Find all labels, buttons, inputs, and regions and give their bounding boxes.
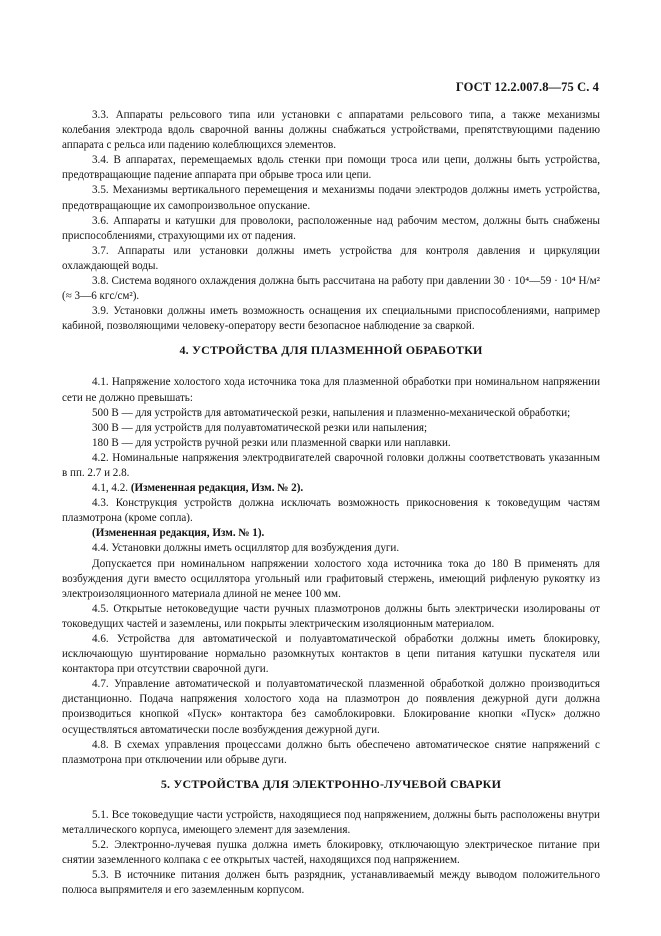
paragraph-4-3-revision: (Измененная редакция, Изм. № 1). [92,527,265,540]
paragraph-4-8: 4.8. В схемах управления процессами должно быть обеспечено автоматическое снятие напряжений с плазмотрона при отключении или обрыве дуги. [62,738,600,766]
section-4-title: 4. УСТРОЙСТВА ДЛЯ ПЛАЗМЕННОЙ ОБРАБОТКИ [179,343,483,358]
paragraph-3-6: 3.6. Аппараты и катушки для проволоки, расположенные над рабочим местом, должны быть снабжены приспособлениями, страхующими их от падения. [62,214,600,242]
paragraph-4-4: 4.4. Установки должны иметь осциллятор для возбуждения дуги. [92,542,400,555]
paragraph-4-1-4-2-revision [62,481,600,496]
page-content [62,108,600,898]
page-header: ГОСТ 12.2.007.8—75 С. 4 [455,80,599,94]
paragraph-4-1-180v: 180 В — для устройств ручной резки или плазменной сварки или наплавки. [92,436,451,449]
paragraph-4-1: 4.1. Напряжение холостого хода источника тока для плазменной обработки при номинальном напряжении сети не должно превышать: [62,376,600,404]
paragraph-3-4: 3.4. В аппаратах, перемещаемых вдоль стенки при помощи троса или цепи, должны быть устройства, предотвращающие падение аппарата при обрыве троса или цепи. [62,154,600,182]
paragraph-4-4-note: Допускается при номинальном напряжении холостого хода источника тока до 180 В применять для возбуждения дуги вместо осциллятора угольный или графитовый стержень, имеющий рифленую рукоятку из электроизоляционного материала длиной не менее 100 мм. [62,557,600,600]
paragraph-5-2: 5.2. Электронно-лучевая пушка должна иметь блокировку, отключающую электрическое питание при снятии заземленного колпака с ее открытых частей, находящихся под напряжением. [62,839,600,867]
paragraph-4-5: 4.5. Открытые нетоковедущие части ручных плазмотронов должны быть электрически изолированы от токоведущих частей и заземлены, или покрыты электрическим изоляционным материалом. [62,602,600,630]
paragraph-3-5: 3.5. Механизмы вертикального перемещения и механизмы подачи электродов должны иметь устройства, предотвращающие их самопроизвольное опускание. [62,184,600,212]
paragraph-3-9: 3.9. Установки должны иметь возможность оснащения их специальными приспособлениями, например кабиной, позволяющими человеку-оператору вести безопасное наблюдение за сваркой. [62,305,600,333]
paragraph-4-2: 4.2. Номинальные напряжения электродвигателей сварочной головки должны соответствовать указанным в пп. 2.7 и 2.8. [62,451,600,479]
paragraph-4-1-300v: 300 В — для устройств для полуавтоматической резки или напыления; [92,421,428,434]
paragraph-3-8: 3.8. Система водяного охлаждения должна быть рассчитана на работу при давлении 30 · 10⁴—59 · 10⁴ Н/м² (≈ 3—6 кгс/см²). [62,275,600,303]
paragraph-4-6: 4.6. Устройства для автоматической и полуавтоматической обработки должны иметь блокировку, исключающую шунтирование нормально разомкнутых контактов в цепи питания катушки пускателя или контактора при отсутствии сварочной дуги. [62,633,600,676]
revision-note: (Измененная редакция, Изм. № 2). [130,482,304,495]
paragraph-3-3: 3.3. Аппараты рельсового типа или установки с аппаратами рельсового типа, а также механизмы колебания электрода вдоль сварочной ванны должны снабжаться устройствами, препятствующими падению аппарата с рельса или падению колеблющихся элементов. [62,109,600,152]
paragraph-5-3: 5.3. В источнике питания должен быть разрядник, устанавливаемый между выводом положительного полюса выпрямителя и его заземленным корпусом. [62,869,600,897]
section-5-title: 5. УСТРОЙСТВА ДЛЯ ЭЛЕКТРОННО-ЛУЧЕВОЙ СВАРКИ [160,776,502,791]
paragraph-4-3: 4.3. Конструкция устройств должна исключать возможность прикосновения к токоведущим частям плазмотрона (кроме сопла). [62,497,600,525]
paragraph-4-7: 4.7. Управление автоматической и полуавтоматической плазменной обработкой должно производиться дистанционно. Подача напряжения холостого хода на плазмотрон до появления дежурной дуги должна производиться кнопкой «Пуск» контактора без самоблокировки. Блокирование кнопки «Пуск» должно осуществляться автоматически после возбуждения дежурной дуги. [62,678,600,736]
paragraph-4-1-500v: 500 В — для устройств для автоматической резки, напыления и плазменно-механической обработки; [92,406,571,419]
revision-ref: 4.1, 4.2. [92,482,129,495]
paragraph-5-1: 5.1. Все токоведущие части устройств, находящиеся под напряжением, должны быть расположены внутри металлического корпуса, имеющего элемент для заземления. [62,808,600,836]
paragraph-3-7: 3.7. Аппараты или установки должны иметь устройства для контроля давления и циркуляции охлаждающей воды. [62,244,600,272]
